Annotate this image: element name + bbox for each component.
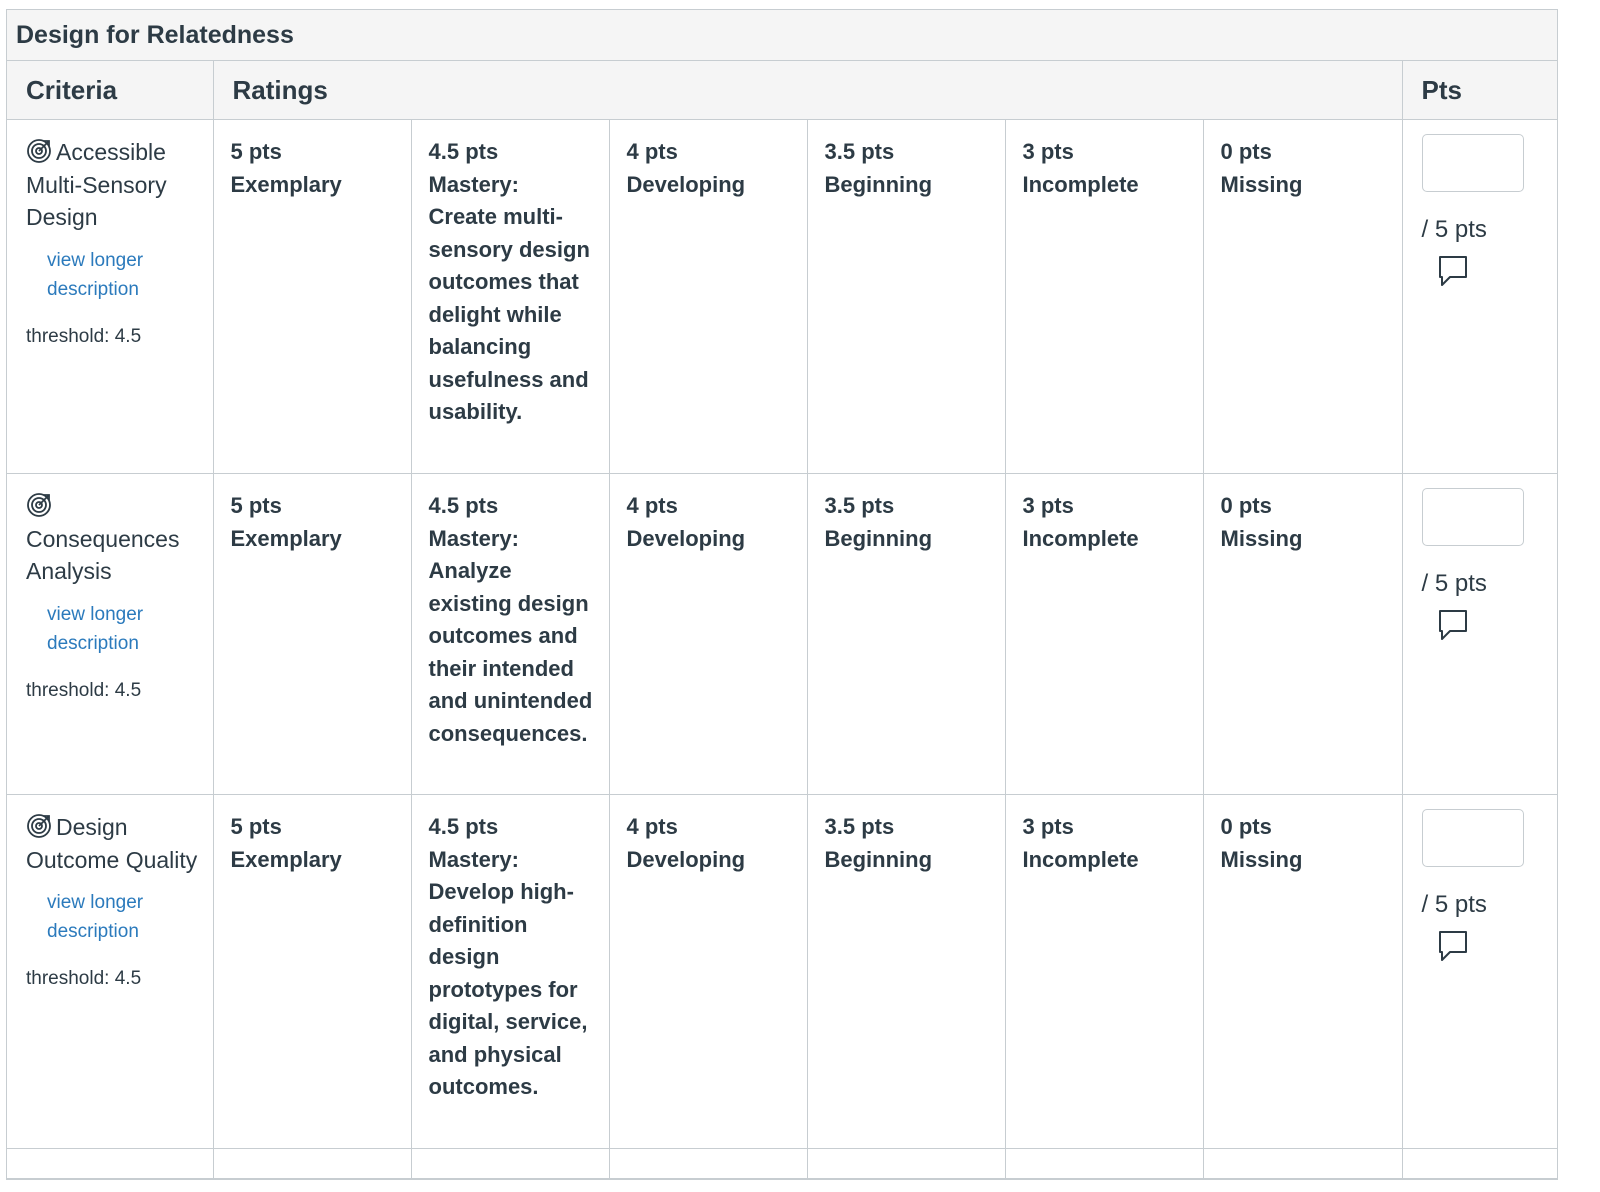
rating-points: 5 pts — [230, 493, 282, 518]
threshold-label: threshold: 4.5 — [26, 325, 142, 347]
rating-cell[interactable] — [213, 120, 411, 474]
criterion-cell — [7, 474, 213, 795]
empty-cell — [609, 1149, 807, 1179]
rating-cell[interactable] — [213, 795, 411, 1149]
empty-cell — [213, 1149, 411, 1179]
rating-description: Exemplary — [230, 525, 342, 551]
rating-cell[interactable] — [609, 795, 807, 1149]
rating-cell[interactable] — [807, 120, 1005, 474]
rating-description: Mastery: Analyze existing design outcomes and their intended and unintended consequences. — [428, 525, 593, 746]
rating-cell[interactable] — [609, 120, 807, 474]
empty-cell — [411, 1149, 609, 1179]
rating-cell[interactable] — [609, 474, 807, 795]
view-longer-description-link[interactable]: view longer description — [47, 603, 144, 654]
score-input[interactable] — [1422, 134, 1524, 192]
rating-description: Mastery: Develop high-definition design prototypes for digital, service, and physical outcomes. — [428, 846, 588, 1099]
criterion-row — [7, 795, 1557, 1149]
rating-points: 3 pts — [1022, 139, 1074, 164]
comment-icon[interactable] — [1438, 930, 1468, 962]
points-cell — [1402, 474, 1557, 795]
rating-points: 3.5 pts — [824, 493, 895, 518]
rating-points: 4 pts — [626, 814, 678, 839]
rating-points: 4 pts — [626, 493, 678, 518]
rating-description: Beginning — [824, 846, 933, 872]
criterion-title — [26, 136, 203, 234]
rating-description: Developing — [626, 846, 746, 872]
points-cell — [1402, 120, 1557, 474]
criteria-header: Criteria — [7, 61, 213, 120]
threshold-label: threshold: 4.5 — [26, 679, 142, 701]
comment-icon[interactable] — [1438, 255, 1468, 287]
rating-cell[interactable] — [1005, 795, 1203, 1149]
rating-cell[interactable] — [807, 795, 1005, 1149]
empty-cell — [807, 1149, 1005, 1179]
rubric-grid — [7, 61, 1557, 1179]
points-cell — [1402, 795, 1557, 1149]
score-input[interactable] — [1422, 809, 1524, 867]
criterion-cell — [7, 795, 213, 1149]
criterion-cell — [7, 120, 213, 474]
rating-description: Mastery: Create multi-sensory design outcomes that delight while balancing usefulness and usability. — [428, 171, 590, 424]
out-of-points: / 5 pts — [1421, 570, 1487, 597]
out-of-points: / 5 pts — [1421, 216, 1487, 243]
rating-points: 5 pts — [230, 814, 282, 839]
rating-description: Beginning — [824, 171, 933, 197]
outcome-target-icon — [26, 813, 52, 839]
comment-icon[interactable] — [1438, 609, 1468, 641]
ratings-header: Ratings — [213, 61, 1402, 120]
rating-cell[interactable] — [1005, 120, 1203, 474]
rating-cell[interactable] — [1203, 120, 1402, 474]
rating-points: 4.5 pts — [428, 493, 499, 518]
score-input[interactable] — [1422, 488, 1524, 546]
view-longer-description-link[interactable]: view longer description — [47, 249, 144, 300]
rating-points: 0 pts — [1220, 139, 1272, 164]
rating-cell[interactable] — [411, 795, 609, 1149]
rating-description: Missing — [1220, 525, 1303, 551]
pts-header: Pts — [1402, 61, 1557, 120]
rating-description: Incomplete — [1022, 171, 1139, 197]
rating-description: Incomplete — [1022, 846, 1139, 872]
rating-points: 0 pts — [1220, 493, 1272, 518]
out-of-points: / 5 pts — [1421, 891, 1487, 918]
rating-description: Exemplary — [230, 171, 342, 197]
criterion-row-partial — [7, 1149, 1557, 1179]
rating-cell[interactable] — [1203, 474, 1402, 795]
rating-description: Beginning — [824, 525, 933, 551]
rating-cell[interactable] — [213, 474, 411, 795]
empty-cell — [1203, 1149, 1402, 1179]
rating-description: Missing — [1220, 171, 1303, 197]
rating-points: 3 pts — [1022, 814, 1074, 839]
criterion-title — [26, 811, 203, 876]
rating-description: Developing — [626, 171, 746, 197]
threshold-label: threshold: 4.5 — [26, 968, 142, 989]
criterion-name: Consequences Analysis — [26, 525, 180, 584]
rating-points: 0 pts — [1220, 814, 1272, 839]
view-longer-description-link[interactable]: view longer description — [47, 892, 144, 942]
empty-cell — [1005, 1149, 1203, 1179]
rating-cell[interactable] — [807, 474, 1005, 795]
criterion-name: Accessible Multi-Sensory Design — [26, 139, 167, 230]
outcome-target-icon — [26, 492, 52, 518]
rating-points: 3.5 pts — [824, 139, 895, 164]
rating-points: 4.5 pts — [428, 139, 499, 164]
rating-description: Missing — [1220, 846, 1303, 872]
criterion-row — [7, 474, 1557, 795]
rating-cell[interactable] — [1005, 474, 1203, 795]
rubric-title: Design for Relatedness — [7, 10, 1557, 61]
rubric-table — [6, 9, 1558, 1180]
rating-description: Incomplete — [1022, 525, 1139, 551]
rating-cell[interactable] — [1203, 795, 1402, 1149]
criterion-name: Design Outcome Quality — [26, 814, 198, 873]
rating-points: 4 pts — [626, 139, 678, 164]
rating-description: Exemplary — [230, 846, 342, 872]
rating-points: 5 pts — [230, 139, 282, 164]
rating-points: 4.5 pts — [428, 814, 499, 839]
empty-cell — [1402, 1149, 1557, 1179]
rating-cell[interactable] — [411, 474, 609, 795]
empty-cell — [7, 1149, 213, 1179]
outcome-target-icon — [26, 138, 52, 164]
rating-cell[interactable] — [411, 120, 609, 474]
rating-points: 3.5 pts — [824, 814, 895, 839]
rating-points: 3 pts — [1022, 493, 1074, 518]
criterion-title — [26, 490, 203, 588]
criterion-row — [7, 120, 1557, 474]
header-row — [7, 61, 1557, 120]
rating-description: Developing — [626, 525, 746, 551]
